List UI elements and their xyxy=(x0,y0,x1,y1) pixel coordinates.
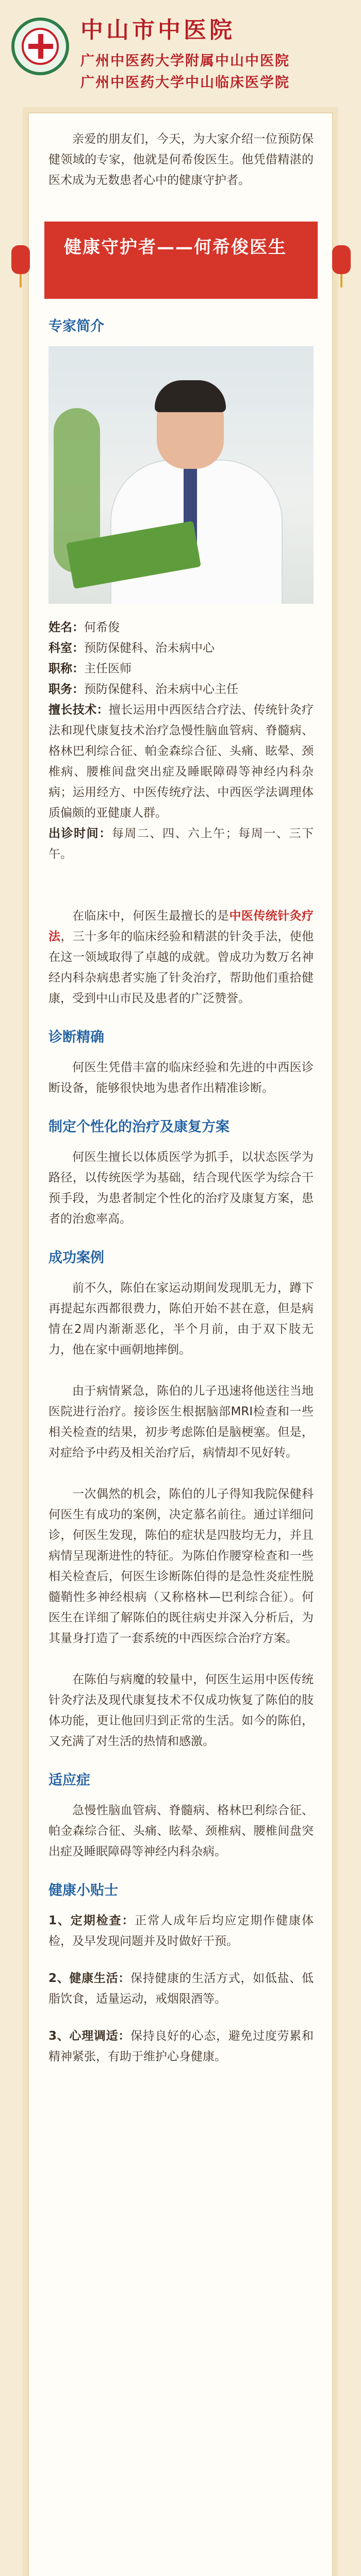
title-banner xyxy=(44,222,318,299)
intro-paragraph: 亲爱的朋友们，今天，为大家介绍一位预防保健领域的专家，他就是何希俊医生。他凭借精湛的医术成为无数患者心中的健康守护者。 xyxy=(48,132,314,187)
diagnosis-section xyxy=(48,1027,314,1098)
profile-dept: 科室：预防保健科、治未病中心 xyxy=(48,641,215,655)
profile-info xyxy=(48,617,314,865)
article-content xyxy=(48,129,314,2083)
article-card xyxy=(28,112,333,2576)
section-heading-tips: 健康小贴士 xyxy=(48,1883,118,1899)
case-section xyxy=(48,1248,314,1752)
tip-item: 1、定期检查：正常人成年后均应定期作健康体检，及早发现问题并及时做好干预。 xyxy=(48,1914,314,1948)
banner-title: 健康守护者——何希俊医生 xyxy=(64,237,287,258)
hospital-affiliation-1: 广州中医药大学附属中山中医院 xyxy=(80,53,290,69)
doctor-photo xyxy=(48,346,314,604)
profile-clinic-time: 出诊时间：每周二、四、六上午；每周一、三下午。 xyxy=(48,827,314,861)
lantern-icon xyxy=(11,245,30,274)
profile-title: 职称：主任医师 xyxy=(48,662,132,675)
plan-text: 何医生擅长以体质医学为抓手，以状态医学为路径，以传统医学为基础，结合现代医学为综合干预手段，为患者制定个性化的治疗及康复方案，患者的治愈率高。 xyxy=(48,1150,314,1226)
hospital-header xyxy=(0,0,361,108)
indications-section xyxy=(48,1770,314,1862)
tip-item: 3、心理调适：保持良好的心态，避免过度劳累和精神紧张，有助于维护心身健康。 xyxy=(48,2029,314,2063)
clinical-paragraph: 在临床中，何医生最擅长的是中医传统针灸疗法，三十多年的临床经验和精湛的针灸手法，使他在这一领域取得了卓越的成就。曾成功为数万名神经内科杂病患者实施了针灸治疗，帮助他们重拾健康，受到中山市民及患者的广泛赞誉。 xyxy=(48,909,314,1005)
case-paragraph-1: 前不久，陈伯在家运动期间发现肌无力，蹲下再提起东西都很费力，陈伯开始不甚在意，但是病情在2周内渐渐恶化，半个月前，由于双下肢无力，他在家中画朝地摔倒。 xyxy=(48,1281,314,1357)
profile-post: 职务：预防保健科、治未病中心主任 xyxy=(48,683,238,696)
plan-section xyxy=(48,1117,314,1229)
case-paragraph-3: 一次偶然的机会，陈伯的儿子得知我院保健科何医生有成功的案例，决定慕名前往。通过详细问诊，何医生发现，陈伯的症状是四肢均无力，并且病情呈现渐进性的特征。为陈伯作腰穿检查和一些相关检查后，何医生诊断陈伯得的是急性炎症性脱髓鞘性多神经根病（又称格林—巴利综合征）。何医生在详细了解陈伯的既往病史并深入分析后，为其量身打造了一套系统的中西医综合治疗方案。 xyxy=(48,1487,314,1645)
diagnosis-text: 何医生凭借丰富的临床经验和先进的中西医诊断设备，能够很快地为患者作出精准诊断。 xyxy=(48,1061,314,1095)
hospital-logo-icon xyxy=(11,18,69,75)
section-heading-case: 成功案例 xyxy=(48,1250,104,1266)
profile-name: 姓名：何希俊 xyxy=(48,621,120,634)
indications-text: 急慢性脑血管病、脊髓病、格林巴利综合征、帕金森综合征、头痛、眩晕、颈椎病、腰椎间盘突出症及睡眠障碍等神经内科杂病。 xyxy=(48,1804,314,1858)
hospital-name: 中山市中医院 xyxy=(80,17,235,43)
section-heading-profile: 专家简介 xyxy=(48,318,104,334)
section-heading-indications: 适应症 xyxy=(48,1772,90,1788)
profile-skill: 擅长技术：擅长运用中西医结合疗法、传统针灸疗法和现代康复技术治疗急慢性脑血管病、脊髓病、格林巴利综合征、帕金森综合征、头痛、眩晕、颈椎病、腰椎间盘突出症及睡眠障碍等神经内科杂病；运用经方、中医传统疗法、中西医学法调理体质偏颇的亚健康人群。 xyxy=(48,703,314,820)
tip-item: 2、健康生活：保持健康的生活方式，如低盐、低脂饮食，适量运动，戒烟限酒等。 xyxy=(48,1972,314,2006)
case-paragraph-4: 在陈伯与病魔的较量中，何医生运用中医传统针灸疗法及现代康复技术不仅成功恢复了陈伯的肢体功能，更让他回归到正常的生活。如今的陈伯，又充满了对生活的热情和感激。 xyxy=(48,1673,314,1748)
hospital-affiliation-2: 广州中医药大学中山临床医学院 xyxy=(80,75,290,91)
lantern-icon xyxy=(332,245,351,274)
case-paragraph-2: 由于病情紧急，陈伯的儿子迅速将他送往当地医院进行治疗。接诊医生根据脑部MRI检查和一些相关检查的结果，初步考虑陈伯是脑梗塞。但是，对症给予中药及相关治疗后，病情却不见好转。 xyxy=(48,1384,314,1460)
section-heading-plan: 制定个性化的治疗及康复方案 xyxy=(48,1119,229,1135)
section-heading-diagnosis: 诊断精确 xyxy=(48,1029,104,1045)
clinical-section xyxy=(48,906,314,1009)
tips-section xyxy=(48,1880,314,2067)
